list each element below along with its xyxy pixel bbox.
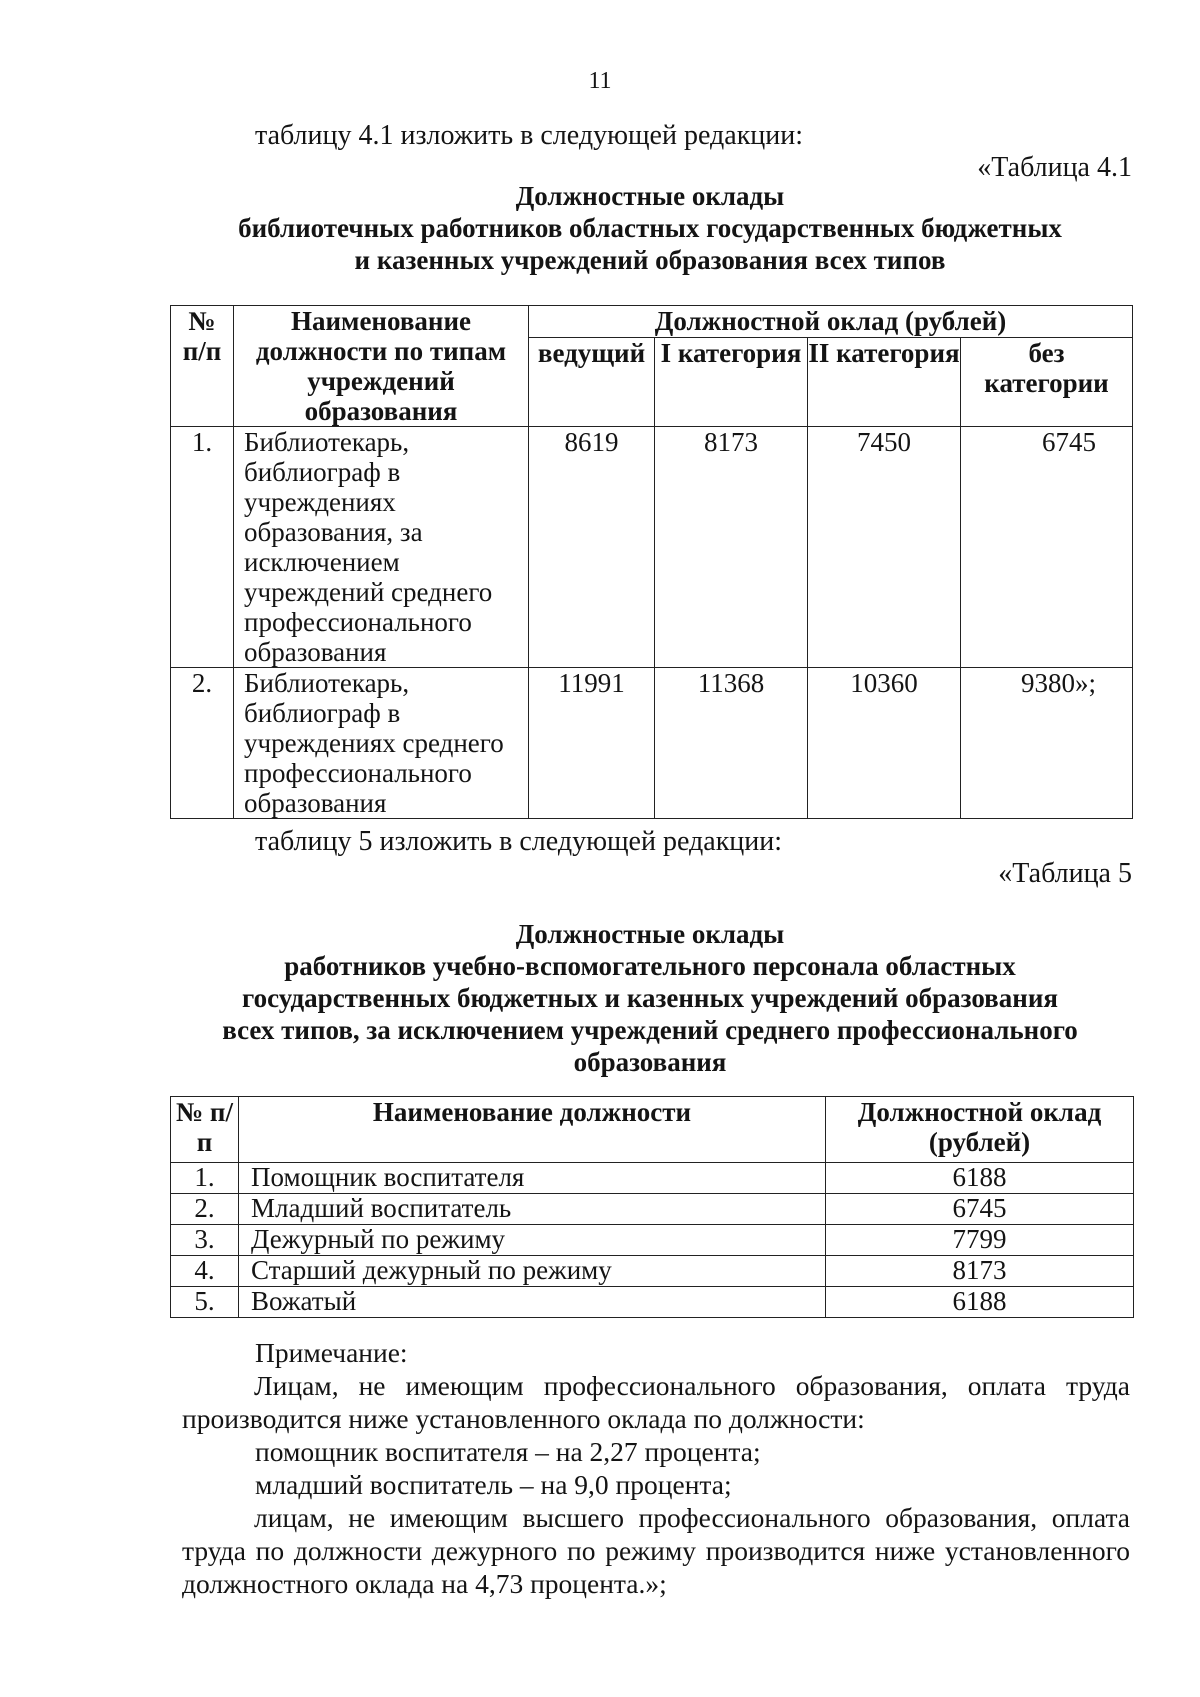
row-cat2: 10360: [808, 668, 961, 819]
row-salary: 6188: [826, 1287, 1134, 1318]
row-salary: 8173: [826, 1256, 1134, 1287]
table-row: [171, 1287, 1134, 1318]
row-position: Дежурный по режиму: [239, 1225, 826, 1256]
row-position: Библиотекарь, библиограф в учреждениях среднего профессионального образования: [234, 668, 529, 819]
row-num: 4.: [171, 1256, 239, 1287]
title-line: образования: [573, 1047, 727, 1077]
row-cat1: 11368: [655, 668, 808, 819]
table-row: [171, 668, 1133, 819]
row-lead: 8619: [529, 427, 655, 668]
note-heading: Примечание:: [255, 1337, 408, 1368]
row-position: Помощник воспитателя: [239, 1163, 826, 1194]
table-row: [171, 1256, 1134, 1287]
note-paragraph: лицам, не имеющим высшего профессионального образования, оплата труда по должности дежурного по режиму производится ниже установленного должностного оклада на 4,73 процента.»;: [182, 1502, 1130, 1599]
table-4-1-label: «Таблица 4.1: [977, 152, 1132, 183]
header-nocat: без категории: [961, 338, 1133, 427]
table-5-label: «Таблица 5: [998, 858, 1132, 889]
note-paragraph: младший воспитатель – на 9,0 процента;: [255, 1469, 732, 1500]
note-paragraph: помощник воспитателя – на 2,27 процента;: [255, 1436, 761, 1467]
header-salary: Должностной оклад (рублей): [529, 306, 1133, 338]
title-line: Должностные оклады: [515, 919, 785, 949]
header-num: № п/п: [171, 306, 234, 427]
row-position: Библиотекарь, библиограф в учреждениях образования, за исключением учреждений среднего профессионального образования: [234, 427, 529, 668]
row-nocat: 9380»;: [961, 668, 1133, 819]
note-paragraph: Лицам, не имеющим профессионального образования, оплата труда производится ниже установленного оклада по должности:: [182, 1370, 1130, 1434]
title-line: государственных бюджетных и казенных учреждений образования: [242, 983, 1058, 1013]
header-salary: Должностной оклад (рублей): [826, 1097, 1134, 1163]
table-5: [170, 1096, 1134, 1318]
row-num: 2.: [171, 668, 234, 819]
title-line: всех типов, за исключением учреждений среднего профессионального: [222, 1015, 1078, 1045]
row-nocat: 6745: [961, 427, 1133, 668]
table-row: [171, 427, 1133, 668]
table-row: [171, 1194, 1134, 1225]
table-5-title: [170, 918, 1130, 1078]
title-line: библиотечных работников областных государственных бюджетных: [238, 213, 1062, 243]
row-position: Вожатый: [239, 1287, 826, 1318]
row-num: 5.: [171, 1287, 239, 1318]
header-position: Наименование должности по типам учреждений образования: [234, 306, 529, 427]
intro-table-4-1: таблицу 4.1 изложить в следующей редакции:: [255, 120, 804, 151]
header-position: Наименование должности: [239, 1097, 826, 1163]
note: [182, 1336, 1130, 1600]
header-lead: ведущий: [529, 338, 655, 427]
header-num: № п/п: [171, 1097, 239, 1163]
title-line: работников учебно-вспомогательного персонала областных: [284, 951, 1016, 981]
row-position: Младший воспитатель: [239, 1194, 826, 1225]
table-row: [171, 1163, 1134, 1194]
row-num: 3.: [171, 1225, 239, 1256]
table-4-1: [170, 305, 1133, 819]
row-cat1: 8173: [655, 427, 808, 668]
header-cat2: II категория: [808, 338, 961, 427]
page-number: 11: [588, 68, 612, 94]
row-num: 1.: [171, 427, 234, 668]
title-line: и казенных учреждений образования всех типов: [354, 245, 946, 275]
title-line: Должностные оклады: [515, 181, 785, 211]
row-salary: 6188: [826, 1163, 1134, 1194]
row-num: 1.: [171, 1163, 239, 1194]
row-lead: 11991: [529, 668, 655, 819]
table-4-1-title: [170, 180, 1130, 276]
intro-table-5: таблицу 5 изложить в следующей редакции:: [255, 826, 783, 857]
row-num: 2.: [171, 1194, 239, 1225]
table-row: [171, 1225, 1134, 1256]
row-salary: 6745: [826, 1194, 1134, 1225]
header-cat1: I категория: [655, 338, 808, 427]
row-cat2: 7450: [808, 427, 961, 668]
row-position: Старший дежурный по режиму: [239, 1256, 826, 1287]
row-salary: 7799: [826, 1225, 1134, 1256]
